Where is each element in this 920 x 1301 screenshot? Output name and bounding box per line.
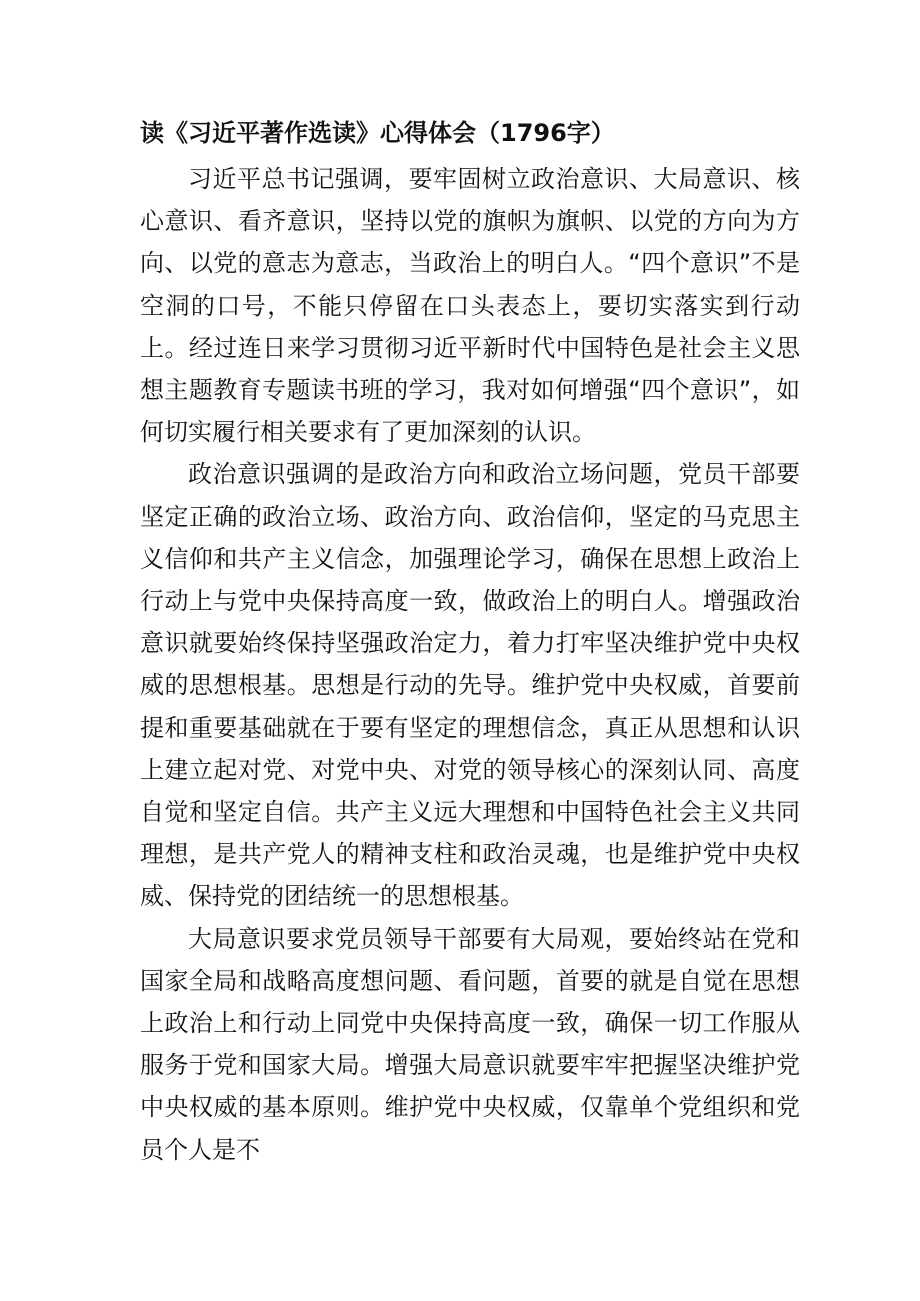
document-title: 读《习近平著作选读》心得体会（1796字） xyxy=(140,119,615,147)
paragraph-overall-situation-consciousness: 大局意识要求党员领导干部要有大局观，要始终站在党和国家全局和战略高度想问题、看问题，首要的就是自觉在思想上政治上和行动上同党中央保持高度一致，确保一切工作服从服务于党和国家大局。增强大局意识就要牢牢把握坚决维护党中央权威的基本原则。维护党中央权威，仅靠单个党组织和党员个人是不 xyxy=(140,924,800,1164)
paragraph-four-consciousness-intro: 习近平总书记强调，要牢固树立政治意识、大局意识、核心意识、看齐意识，坚持以党的旗帜为旗帜、以党的方向为方向、以党的意志为意志，当政治上的明白人。“四个意识”不是空洞的口号，不能只停留在口头表态上，要切实落实到行动上。经过连日来学习贯彻习近平新时代中国特色是社会主义思想主题教育专题读书班的学习，我对如何增强“四个意识”，如何切实履行相关要求有了更加深刻的认识。 xyxy=(140,165,800,447)
document-body xyxy=(140,158,800,1171)
paragraph-political-consciousness: 政治意识强调的是政治方向和政治立场问题，党员干部要坚定正确的政治立场、政治方向、政治信仰，坚定的马克思主义信仰和共产主义信念，加强理论学习，确保在思想上政治上行动上与党中央保持高度一致，做政治上的明白人。增强政治意识就要始终保持坚强政治定力，着力打牢坚决维护党中央权威的思想根基。思想是行动的先导。维护党中央权威，首要前提和重要基础就在于要有坚定的理想信念，真正从思想和认识上建立起对党、对党中央、对党的领导核心的深刻认同、高度自觉和坚定自信。共产主义远大理想和中国特色社会主义共同理想，是共产党人的精神支柱和政治灵魂，也是维护党中央权威、保持党的团结统一的思想根基。 xyxy=(140,460,800,911)
